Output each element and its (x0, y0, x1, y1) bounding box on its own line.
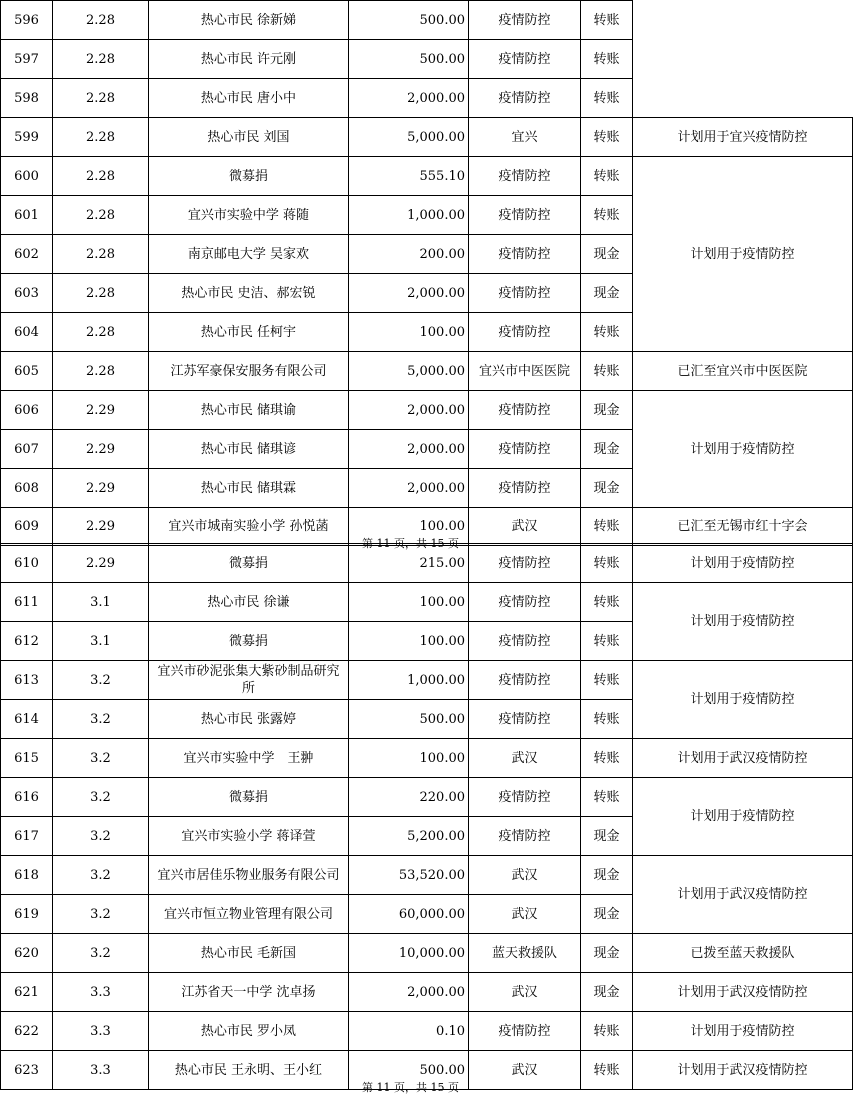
donation-purpose: 疫情防控 (469, 469, 581, 508)
donation-date: 3.1 (53, 622, 149, 661)
donation-purpose: 武汉 (469, 508, 581, 546)
donor-name: 南京邮电大学 吴家欢 (149, 235, 349, 274)
table-row (1, 544, 853, 583)
row-number: 607 (1, 430, 53, 469)
donation-amount: 0.10 (349, 1012, 469, 1051)
page-footer: 第 11 页，共 15 页 (362, 1081, 459, 1094)
donation-amount: 500.00 (349, 1, 469, 40)
payment-method: 转账 (581, 700, 633, 739)
row-number: 623 (1, 1051, 53, 1090)
donor-name: 热心市民 张露婷 (149, 700, 349, 739)
row-number: 605 (1, 352, 53, 391)
donation-purpose: 疫情防控 (469, 235, 581, 274)
donation-date: 3.3 (53, 1012, 149, 1051)
payment-method: 现金 (581, 856, 633, 895)
donation-amount: 500.00 (349, 1051, 469, 1090)
donation-purpose: 疫情防控 (469, 544, 581, 583)
payment-method: 转账 (581, 544, 633, 583)
donation-date: 2.28 (53, 1, 149, 40)
payment-method: 转账 (581, 622, 633, 661)
donation-amount: 2,000.00 (349, 391, 469, 430)
donor-name: 热心市民 储琪谕 (149, 391, 349, 430)
donation-purpose: 疫情防控 (469, 196, 581, 235)
row-number: 601 (1, 196, 53, 235)
donor-name: 热心市民 史洁、郝宏锐 (149, 274, 349, 313)
payment-method: 转账 (581, 157, 633, 196)
donation-amount: 5,200.00 (349, 817, 469, 856)
payment-method: 转账 (581, 1051, 633, 1090)
table-row (1, 391, 853, 430)
payment-method: 转账 (581, 583, 633, 622)
usage-note: 计划用于疫情防控 (633, 778, 853, 856)
row-number: 599 (1, 118, 53, 157)
payment-method: 转账 (581, 778, 633, 817)
payment-method: 现金 (581, 391, 633, 430)
donation-purpose: 疫情防控 (469, 391, 581, 430)
payment-method: 转账 (581, 118, 633, 157)
row-number: 602 (1, 235, 53, 274)
donation-date: 3.3 (53, 973, 149, 1012)
payment-method: 转账 (581, 1, 633, 40)
table-row (1, 157, 853, 196)
payment-method: 现金 (581, 973, 633, 1012)
donor-name: 微募捐 (149, 778, 349, 817)
usage-note: 计划用于疫情防控 (633, 661, 853, 739)
usage-note: 计划用于武汉疫情防控 (633, 739, 853, 778)
donation-amount: 5,000.00 (349, 118, 469, 157)
donor-name: 江苏省天一中学 沈卓扬 (149, 973, 349, 1012)
donation-date: 3.2 (53, 739, 149, 778)
donor-name: 宜兴市居佳乐物业服务有限公司 (149, 856, 349, 895)
row-number: 603 (1, 274, 53, 313)
usage-note: 计划用于疫情防控 (633, 157, 853, 352)
donation-amount: 200.00 (349, 235, 469, 274)
donation-purpose: 疫情防控 (469, 274, 581, 313)
donor-name: 宜兴市实验中学 王翀 (149, 739, 349, 778)
payment-method: 转账 (581, 1012, 633, 1051)
donation-date: 3.1 (53, 583, 149, 622)
table-row (1, 778, 853, 817)
donation-amount: 53,520.00 (349, 856, 469, 895)
usage-note: 已拨至蓝天救援队 (633, 934, 853, 973)
payment-method: 现金 (581, 895, 633, 934)
donor-name: 宜兴市恒立物业管理有限公司 (149, 895, 349, 934)
payment-method: 现金 (581, 469, 633, 508)
donor-name: 微募捐 (149, 622, 349, 661)
row-number: 597 (1, 40, 53, 79)
table-row (1, 1012, 853, 1051)
donation-purpose: 疫情防控 (469, 430, 581, 469)
donation-date: 2.29 (53, 430, 149, 469)
donation-amount: 10,000.00 (349, 934, 469, 973)
table-row (1, 583, 853, 622)
payment-method: 转账 (581, 196, 633, 235)
row-number: 620 (1, 934, 53, 973)
row-number: 611 (1, 583, 53, 622)
donation-amount: 500.00 (349, 700, 469, 739)
payment-method: 转账 (581, 508, 633, 546)
donation-purpose: 宜兴市中医医院 (469, 352, 581, 391)
donation-date: 2.28 (53, 313, 149, 352)
donation-amount: 2,000.00 (349, 79, 469, 118)
table-row (1, 1, 853, 40)
donation-purpose: 疫情防控 (469, 622, 581, 661)
donation-amount: 100.00 (349, 622, 469, 661)
payment-method: 转账 (581, 352, 633, 391)
usage-note: 计划用于宜兴疫情防控 (633, 118, 853, 157)
donation-purpose: 疫情防控 (469, 79, 581, 118)
donor-name: 江苏军豪保安服务有限公司 (149, 352, 349, 391)
payment-method: 转账 (581, 313, 633, 352)
donor-name: 热心市民 唐小中 (149, 79, 349, 118)
usage-note: 计划用于疫情防控 (633, 583, 853, 661)
donation-amount: 2,000.00 (349, 274, 469, 313)
row-number: 608 (1, 469, 53, 508)
row-number: 613 (1, 661, 53, 700)
usage-note: 已汇至宜兴市中医医院 (633, 352, 853, 391)
donation-amount: 555.10 (349, 157, 469, 196)
donation-purpose: 疫情防控 (469, 817, 581, 856)
donation-date: 2.29 (53, 469, 149, 508)
donation-date: 2.28 (53, 196, 149, 235)
donor-name: 热心市民 许元刚 (149, 40, 349, 79)
donor-name: 热心市民 储琪谚 (149, 430, 349, 469)
table-row (1, 118, 853, 157)
donation-date: 2.29 (53, 391, 149, 430)
payment-method: 转账 (581, 739, 633, 778)
donor-name: 宜兴市实验中学 蒋随 (149, 196, 349, 235)
donation-amount: 1,000.00 (349, 661, 469, 700)
donation-purpose: 疫情防控 (469, 661, 581, 700)
table-row (1, 856, 853, 895)
donation-amount: 100.00 (349, 313, 469, 352)
row-number: 600 (1, 157, 53, 196)
donation-amount: 2,000.00 (349, 430, 469, 469)
donor-name: 热心市民 刘国 (149, 118, 349, 157)
donor-name: 热心市民 王永明、王小红 (149, 1051, 349, 1090)
donation-date: 2.28 (53, 274, 149, 313)
payment-method: 现金 (581, 235, 633, 274)
donor-name: 热心市民 毛新国 (149, 934, 349, 973)
row-number: 596 (1, 1, 53, 40)
donation-purpose: 疫情防控 (469, 157, 581, 196)
donation-date: 2.28 (53, 235, 149, 274)
donation-purpose: 疫情防控 (469, 313, 581, 352)
donation-purpose: 武汉 (469, 856, 581, 895)
donation-date: 3.2 (53, 817, 149, 856)
donation-date: 3.2 (53, 700, 149, 739)
payment-method: 转账 (581, 661, 633, 700)
donor-name: 热心市民 徐新娣 (149, 1, 349, 40)
payment-method: 现金 (581, 934, 633, 973)
payment-method: 转账 (581, 40, 633, 79)
usage-note: 计划用于疫情防控 (633, 391, 853, 508)
donation-date: 3.2 (53, 661, 149, 700)
donor-name: 微募捐 (149, 157, 349, 196)
donor-name: 宜兴市城南实验小学 孙悦菡 (149, 508, 349, 546)
donation-purpose: 疫情防控 (469, 778, 581, 817)
donation-date: 2.29 (53, 508, 149, 546)
donation-table-bottom (0, 543, 853, 1094)
donation-amount: 215.00 (349, 544, 469, 583)
row-number: 619 (1, 895, 53, 934)
row-number: 615 (1, 739, 53, 778)
donation-purpose: 武汉 (469, 739, 581, 778)
usage-note-empty (633, 1, 853, 118)
table-row (1, 934, 853, 973)
donation-purpose: 疫情防控 (469, 700, 581, 739)
donor-name: 宜兴市实验小学 蒋译萱 (149, 817, 349, 856)
usage-note: 计划用于武汉疫情防控 (633, 973, 853, 1012)
usage-note: 计划用于武汉疫情防控 (633, 1051, 853, 1090)
donation-amount: 500.00 (349, 40, 469, 79)
donor-name: 热心市民 徐谦 (149, 583, 349, 622)
row-number: 621 (1, 973, 53, 1012)
donation-purpose: 疫情防控 (469, 1012, 581, 1051)
donation-amount: 2,000.00 (349, 469, 469, 508)
payment-method: 转账 (581, 79, 633, 118)
row-number: 610 (1, 544, 53, 583)
donation-purpose: 武汉 (469, 973, 581, 1012)
donation-date: 2.28 (53, 352, 149, 391)
donation-date: 3.2 (53, 934, 149, 973)
page-footer: 第 11 页，共 15 页 (362, 537, 459, 550)
donation-date: 2.28 (53, 40, 149, 79)
donation-date: 2.28 (53, 157, 149, 196)
row-number: 604 (1, 313, 53, 352)
donation-purpose: 疫情防控 (469, 40, 581, 79)
donation-amount: 100.00 (349, 508, 469, 546)
table-row (1, 973, 853, 1012)
usage-note: 已汇至无锡市红十字会 (633, 508, 853, 546)
payment-method: 现金 (581, 817, 633, 856)
donation-purpose: 武汉 (469, 895, 581, 934)
donation-date: 2.28 (53, 79, 149, 118)
row-number: 616 (1, 778, 53, 817)
donation-date: 3.2 (53, 778, 149, 817)
row-number: 622 (1, 1012, 53, 1051)
donor-name: 热心市民 罗小凤 (149, 1012, 349, 1051)
donation-amount: 5,000.00 (349, 352, 469, 391)
donation-date: 3.2 (53, 895, 149, 934)
table-row (1, 739, 853, 778)
usage-note: 计划用于疫情防控 (633, 544, 853, 583)
payment-method: 现金 (581, 274, 633, 313)
row-number: 609 (1, 508, 53, 546)
donor-name: 热心市民 任柯宇 (149, 313, 349, 352)
donation-purpose: 武汉 (469, 1051, 581, 1090)
donor-name: 微募捐 (149, 544, 349, 583)
donation-amount: 2,000.00 (349, 973, 469, 1012)
donor-name: 宜兴市砂泥张集大紫砂制品研究所 (149, 661, 349, 700)
donation-purpose: 蓝天救援队 (469, 934, 581, 973)
row-number: 606 (1, 391, 53, 430)
donation-purpose: 疫情防控 (469, 583, 581, 622)
usage-note: 计划用于疫情防控 (633, 1012, 853, 1051)
donation-date: 3.3 (53, 1051, 149, 1090)
table-row (1, 661, 853, 700)
donation-amount: 100.00 (349, 739, 469, 778)
donation-purpose: 疫情防控 (469, 1, 581, 40)
donation-date: 3.2 (53, 856, 149, 895)
row-number: 617 (1, 817, 53, 856)
row-number: 612 (1, 622, 53, 661)
row-number: 598 (1, 79, 53, 118)
donation-purpose: 宜兴 (469, 118, 581, 157)
usage-note: 计划用于武汉疫情防控 (633, 856, 853, 934)
donation-amount: 1,000.00 (349, 196, 469, 235)
donation-amount: 60,000.00 (349, 895, 469, 934)
donation-date: 2.29 (53, 544, 149, 583)
donation-date: 2.28 (53, 118, 149, 157)
donation-amount: 220.00 (349, 778, 469, 817)
donor-name: 热心市民 储琪霖 (149, 469, 349, 508)
table-row (1, 352, 853, 391)
row-number: 614 (1, 700, 53, 739)
row-number: 618 (1, 856, 53, 895)
donation-amount: 100.00 (349, 583, 469, 622)
payment-method: 现金 (581, 430, 633, 469)
